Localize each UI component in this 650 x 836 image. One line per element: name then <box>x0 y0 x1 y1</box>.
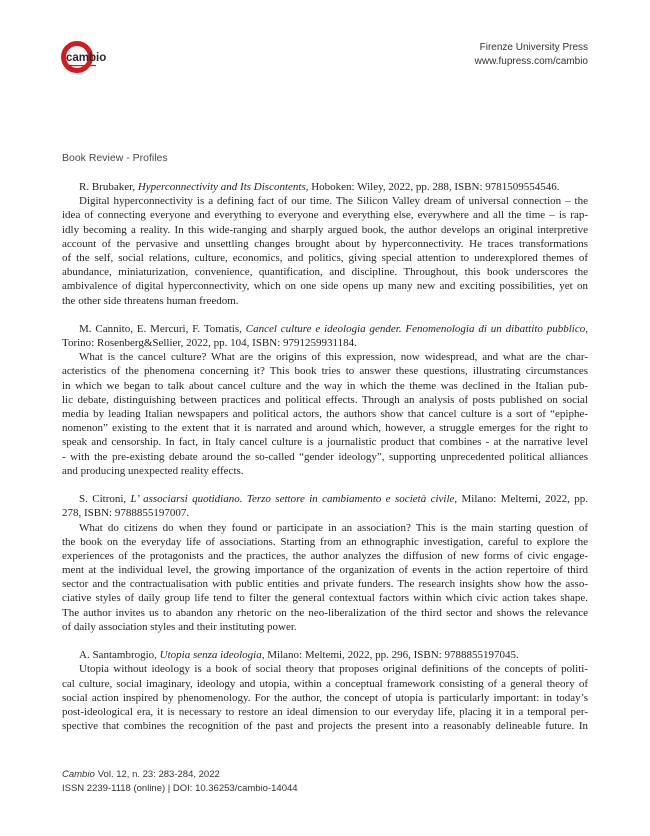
review-body-line: - with the pre-existing debate around the so-called “gender ideology”, supporting unprecedented political alliances <box>62 450 588 463</box>
review-body-line: of daily association styles and their instituting power. <box>62 620 297 633</box>
review-citation-line <box>62 322 588 336</box>
review-citation-line <box>62 180 588 194</box>
review-citation-line <box>62 506 588 520</box>
citation-details: Torino: Rosenberg&Sellier, 2022, pp. 104, ISBN: 9791259931184. <box>62 337 357 350</box>
review-body-line: sector and the contractualisation with public entities and private funders. The research insights show how the asso- <box>62 578 588 591</box>
book-review <box>62 648 588 733</box>
review-citation-line <box>62 492 588 506</box>
review-citation-line <box>62 648 588 662</box>
citation-authors: R. Brubaker, <box>79 181 138 193</box>
review-body-line: ambivalence of digital hyperconnectivity, which on one side opens up many new and exciting possibilities, yet on <box>62 280 588 293</box>
book-review <box>62 492 588 634</box>
review-body-line: speak and censorship. In fact, in Italy cancel culture is a journalistic product that combines - at the narrative level <box>62 436 588 449</box>
review-body-line: of the self, social relations, culture, economics, and politics, giving special attention to underexplored themes of <box>62 251 588 264</box>
logo-tagline-mark <box>66 65 96 66</box>
review-body-line: in which we began to talk about cancel culture and the way in which the theme was declined in the Italian pub- <box>62 379 588 392</box>
review-body-line: the other side threatens human freedom. <box>62 294 239 307</box>
footer-issue: Vol. 12, n. 23: 283-284, 2022 <box>97 769 220 780</box>
review-body-line: idly becoming a reality. In this wide-ranging and sharply argued book, the author develops an original interpretive <box>62 223 588 236</box>
book-review <box>62 322 588 478</box>
citation-authors: M. Cannito, E. Mercuri, F. Tomatis, <box>79 322 246 335</box>
citation-details: , Milano: Meltemi, 2022, pp. <box>454 493 588 506</box>
review-body-line: account of the pervasive and unsettling changes brought about by hyperconnectivity. He traces transformations <box>62 237 588 250</box>
review-body-line: ment at the individual level, the growing importance of the organization of events in the action repertoire of third <box>62 564 588 577</box>
citation-details: , Milano: Meltemi, 2022, pp. 296, ISBN: 9788855197045. <box>261 649 519 662</box>
review-citation-line <box>62 336 588 350</box>
review-body-line: ciative styles of daily group life tend to filter the general contextual factors within which civic action takes shape. <box>62 592 588 605</box>
review-body-line: acteristics of the phenomena concerning it? This book tries to answer these questions, illustrating circumstances <box>62 365 588 378</box>
citation-title: L’ associarsi quotidiano. Terzo settore in cambiamento e società civile <box>130 493 455 506</box>
review-body-line: media by leading Italian newspapers and political actors, the authors show that cancel culture is a sort of “epiphe- <box>62 408 588 420</box>
review-body-line: experiences of the protagonists and the practices, the author analyzes the diffusion of new forms of civic engage- <box>62 549 588 562</box>
article-body <box>62 180 588 733</box>
review-body-line: Digital hyperconnectivity is a defining fact of our time. The Silicon Valley dream of universal connection – the <box>79 195 588 208</box>
review-body-line: and producing unexpected reality effects. <box>62 464 244 477</box>
footer-issue-line <box>62 768 298 782</box>
citation-details: , Hoboken: Wiley, 2022, pp. 288, ISBN: 9781509554546. <box>305 181 560 193</box>
review-body-line: post-ideological era, it is necessary to restore an ideal dimension to our everyday life, placing it in a temporal per- <box>62 705 588 718</box>
footer-issn-doi: ISSN 2239-1118 (online) | DOI: 10.36253/cambio-14044 <box>62 783 298 794</box>
citation-authors: S. Citroni, <box>79 493 131 506</box>
review-body-line: social action inspired by phenomenology. For the author, the concept of utopia is particularly important: in today’s <box>62 691 588 704</box>
page-footer <box>62 768 298 796</box>
footer-journal-name: Cambio <box>62 769 95 780</box>
review-body-line: What do citizens do when they found or participate in an association? This is the main starting question of <box>79 521 588 534</box>
citation-authors: A. Santambrogio, <box>79 649 160 662</box>
citation-details: , <box>585 322 588 335</box>
section-title: Book Review - Profiles <box>62 152 168 164</box>
review-body-line: idea of connecting everyone and everything to everyone and everything else, everywhere and all the time – is rap- <box>62 209 588 222</box>
review-body-line: the book on the everyday life of associations. Starting from an ethnographic investigation, careful to explore the <box>62 535 588 548</box>
logo-text: cambio <box>66 52 107 64</box>
book-review <box>62 180 588 308</box>
journal-logo <box>60 40 116 76</box>
publisher-name: Firenze University Press <box>479 42 588 53</box>
review-body-line: spective that combines the recognition of the past and projects the present into a reasonably delineable future. In <box>62 720 588 733</box>
publisher-block <box>475 41 588 69</box>
review-body-line: What is the cancel culture? What are the origins of this expression, now widespread, and what are the char- <box>79 351 588 364</box>
review-body-line: Utopia without ideology is a book of social theory that proposes original definitions of the concepts of politi- <box>79 663 588 676</box>
citation-title: Hyperconnectivity and Its Discontents <box>137 181 306 193</box>
review-body-line: cal culture, social imaginary, ideology and utopia, within a conceptual framework consisting of a general theory of <box>62 677 588 690</box>
review-body-line: The author invites us to abandon any rhetoric on the neo-liberalization of the third sector and shows the relevance <box>62 606 588 619</box>
citation-title: Utopia senza ideologia <box>159 649 262 662</box>
review-body-line: abundance, miniaturization, convenience, quantification, and discipline. Throughout, this book underscores the <box>62 266 588 279</box>
review-body-line: nomenon” existing to the extent that it is narrated and around which, however, a struggle emerges for the right to <box>62 422 588 435</box>
citation-title: Cancel culture e ideologia gender. Fenomenologia di un dibattito pubblico <box>245 322 586 335</box>
publisher-website[interactable]: www.fupress.com/cambio <box>474 56 588 67</box>
review-body-line: lic debate, distinguishing between practices and political effects. Through an analysis of posts published on social <box>62 393 588 406</box>
citation-details: 278, ISBN: 9788855197007. <box>62 507 190 520</box>
logo-tagline-mark <box>66 68 88 69</box>
